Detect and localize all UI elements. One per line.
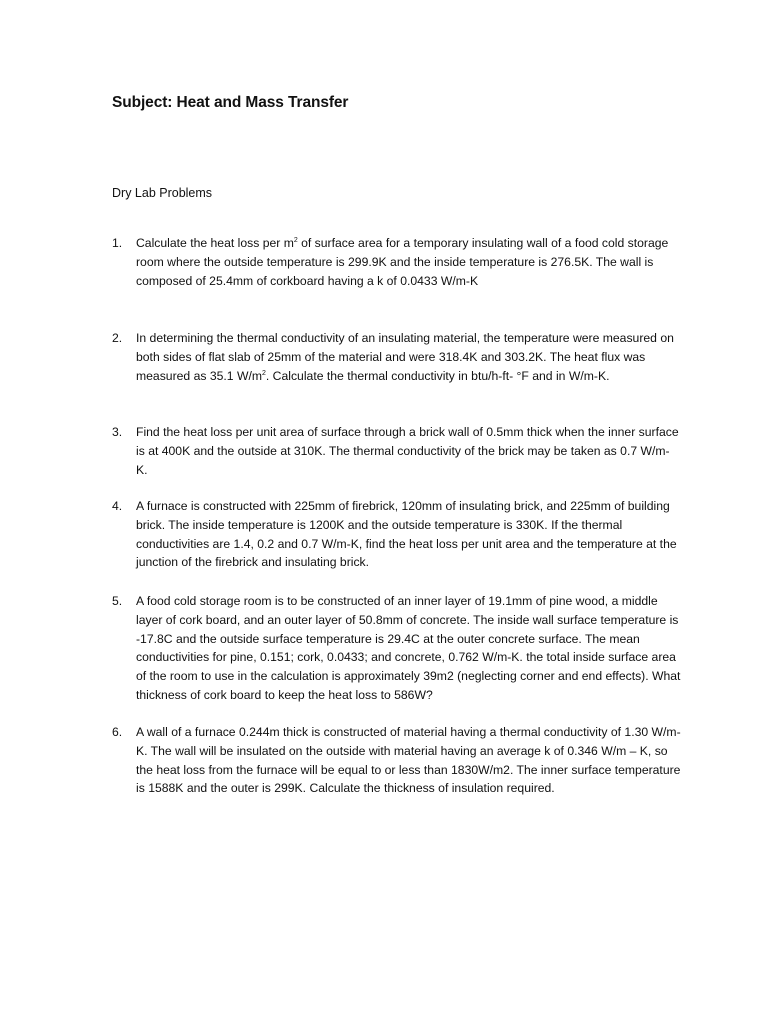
problem-text: Find the heat loss per unit area of surface through a brick wall of 0.5mm thick when the inner surface is at 400K and the outside at 310K. The thermal conductivity of the brick may be taken as 0.7 W/m- K. bbox=[136, 425, 679, 477]
problem-item-4 bbox=[112, 497, 682, 572]
problem-text: A food cold storage room is to be constructed of an inner layer of 19.1mm of pine wood, a middle layer of cork board, and an outer layer of 50.8mm of concrete. The inside wall surface temperature is -17.8C and the outside surface temperature is 29.4C at the outer concrete surface. The mean conductivities for pine, 0.151; cork, 0.0433; and concrete, 0.762 W/m-K. the total inside surface area of the room to use in the calculation is approximately 39m2 (neglecting corner and end effects). What thickness of cork board to keep the heat loss to 586W? bbox=[136, 594, 681, 702]
superscript: 2 bbox=[293, 236, 298, 244]
section-heading: Dry Lab Problems bbox=[112, 186, 213, 200]
problem-number: 1. bbox=[112, 236, 123, 250]
problem-item-1 bbox=[112, 234, 682, 290]
problem-item-6 bbox=[112, 723, 682, 798]
problem-item-5 bbox=[112, 592, 682, 705]
problem-text: A wall of a furnace 0.244m thick is constructed of material having a thermal conductivity of 1.30 W/m-K. The wall will be insulated on the outside with material having an average k of 0.346 W/m – K, so the heat loss from the furnace will be equal to or less than 1830W/m2. The inner surface temperature is 1588K and the outer is 299K. Calculate the thickness of insulation required. bbox=[136, 725, 681, 796]
document-title: Subject: Heat and Mass Transfer bbox=[112, 94, 349, 111]
problem-text: In determining the thermal conductivity of an insulating material, the temperature were measured on both sides of flat slab of 25mm of the material and were 318.4K and 303.2K. The heat flux was measured as 35.1 $W/m^2$. Calculate the thermal conductivity in btu/h-ft- °F and in W/m-K. bbox=[136, 331, 674, 383]
superscript: 2 bbox=[262, 369, 266, 377]
problem-number: 3. bbox=[112, 425, 123, 439]
problem-item-2 bbox=[112, 329, 682, 385]
problem-number: 5. bbox=[112, 594, 123, 608]
problem-number: 6. bbox=[112, 725, 123, 739]
problem-text: Calculate the heat loss per $m^2$ of surface area for a temporary insulating wall of a food cold storage room where the outside temperature is 299.9K and the inside temperature is 276.5K. The wall is composed of 25.4mm of corkboard having a k of 0.0433 W/m-K bbox=[136, 236, 669, 288]
problem-number: 2. bbox=[112, 331, 123, 345]
problem-number: 4. bbox=[112, 499, 123, 513]
problem-text: A furnace is constructed with 225mm of firebrick, 120mm of insulating brick, and 225mm of building brick. The inside temperature is 1200K and the outside temperature is 330K. If the thermal conductivities are 1.4, 0.2 and 0.7 W/m-K, find the heat loss per unit area and the temperature at the junction of the firebrick and insulating brick. bbox=[136, 499, 677, 570]
problem-item-3 bbox=[112, 423, 682, 479]
